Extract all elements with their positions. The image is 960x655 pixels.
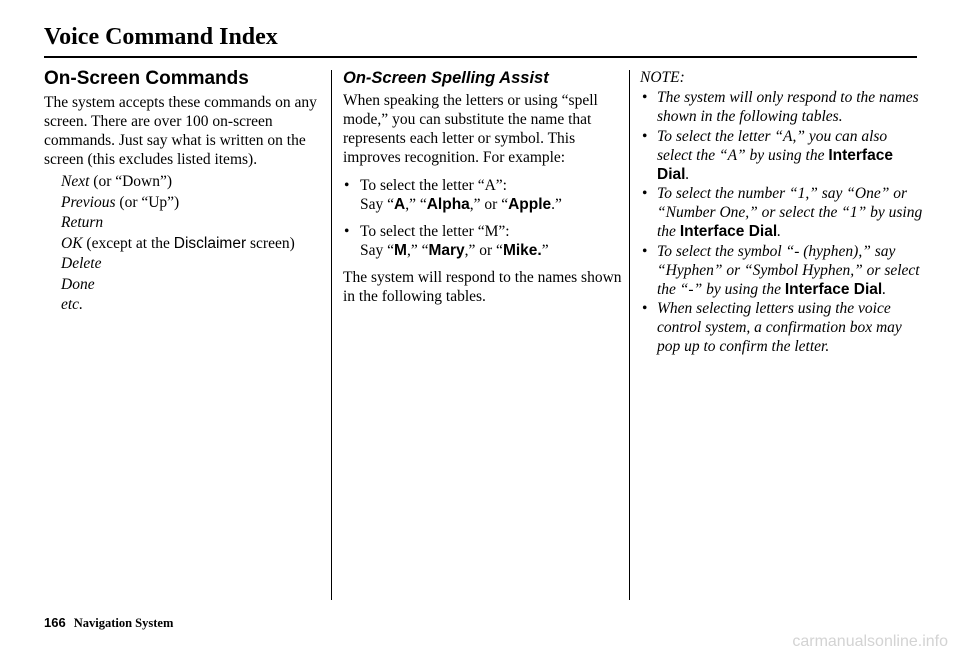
command-list <box>61 172 324 314</box>
column-on-screen-commands <box>44 68 324 316</box>
spelling-assist-outro: The system will respond to the names shown in the following tables. <box>343 269 622 305</box>
command-item: etc. <box>61 296 83 313</box>
list-item: • To select the letter “A,” you can also select the “A” by using the Interface Dial. <box>640 127 925 184</box>
list-item: • To select the letter “A”: Say “A,” “Alpha,” or “Apple.” <box>343 176 625 214</box>
list-item: • When selecting letters using the voice control system, a confirmation box may pop up to confirm the letter. <box>640 299 925 356</box>
footer-label: Navigation System <box>73 616 174 630</box>
command-item: Delete <box>61 255 102 272</box>
spelling-example-list <box>343 176 625 260</box>
command-item: Next (or “Down”) <box>61 173 173 190</box>
command-item: Previous (or “Up”) <box>61 193 180 211</box>
column-divider-2 <box>629 70 630 600</box>
column-spelling-assist <box>343 68 625 306</box>
column-notes <box>640 68 925 357</box>
list-item: • To select the letter “M”: Say “M,” “Mary,” or “Mike.” <box>343 222 625 260</box>
command-item: Return <box>61 214 104 231</box>
page-title: Voice Command Index <box>44 24 278 50</box>
section-heading-spelling-assist: On-Screen Spelling Assist <box>343 69 549 87</box>
command-item: OK (except at the Disclaimer screen) <box>61 234 295 252</box>
list-item: • To select the symbol “- (hyphen),” say “Hyphen” or “Symbol Hyphen,” or select the “-” by using the Interface Dial. <box>640 242 925 299</box>
list-item: • The system will only respond to the names shown in the following tables. <box>640 88 925 126</box>
section-heading-on-screen-commands: On-Screen Commands <box>44 68 249 89</box>
command-item: Done <box>61 275 95 293</box>
spelling-assist-intro: When speaking the letters or using “spell mode,” you can substitute the name that represents each letter or symbol. This improves recognition. For example: <box>343 92 598 166</box>
watermark: carmanualsonline.info <box>792 633 948 650</box>
list-item: • To select the number “1,” say “One” or “Number One,” or select the “1” by using the Interface Dial. <box>640 184 925 241</box>
page-number: 166 <box>44 615 66 630</box>
page-footer <box>44 615 173 631</box>
column-divider-1 <box>331 70 332 600</box>
note-title: NOTE: <box>640 69 685 86</box>
on-screen-commands-intro: The system accepts these commands on any screen. There are over 100 on-screen commands. Just say what is written on the screen (this excludes listed items). <box>44 94 317 168</box>
note-list <box>640 88 925 356</box>
header-rule <box>44 56 917 58</box>
